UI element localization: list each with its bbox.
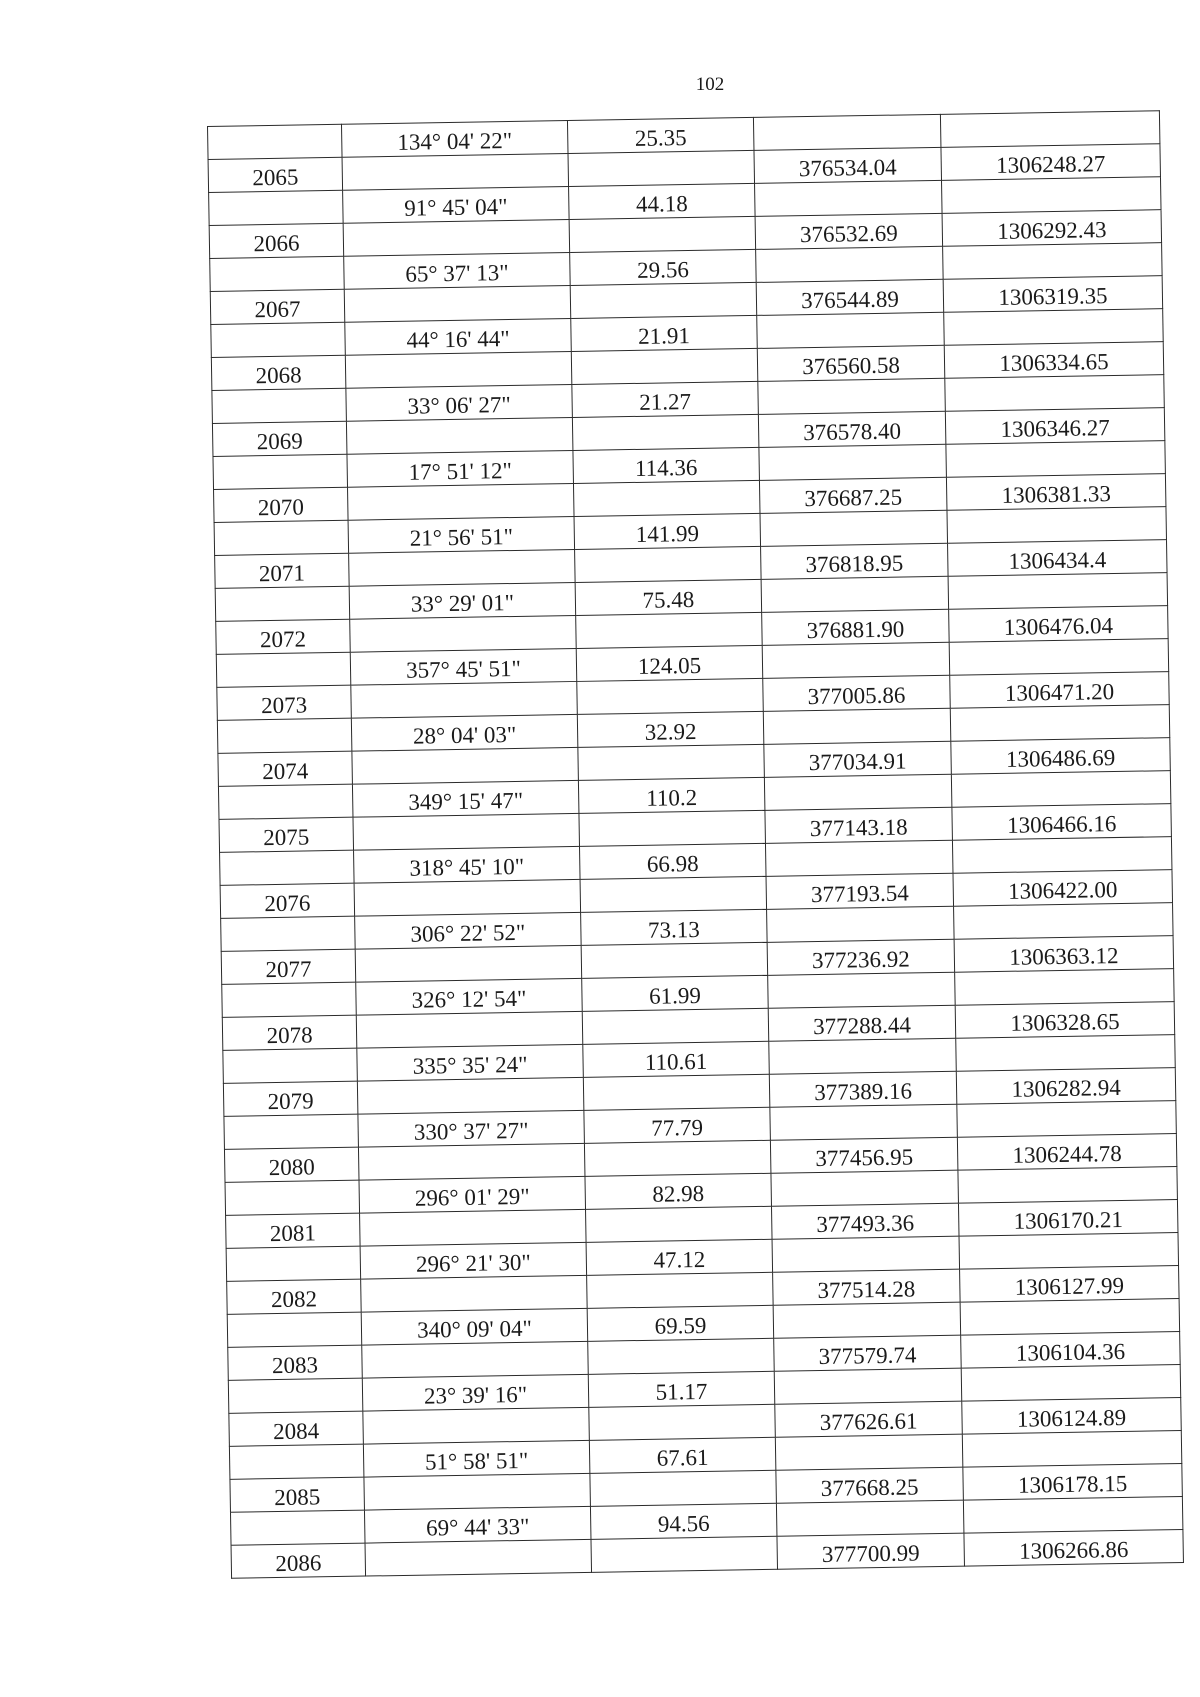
bearing-cell-empty — [357, 1077, 584, 1114]
northing-cell-empty — [775, 1434, 963, 1470]
northing-cell: 377700.99 — [777, 1533, 965, 1569]
bearing-cell: 296° 21' 30" — [360, 1242, 587, 1279]
bearing-cell-empty — [352, 747, 579, 784]
distance-cell: 110.2 — [578, 777, 765, 813]
northing-cell: 377668.25 — [776, 1467, 964, 1503]
station-id-cell: 2067 — [210, 289, 345, 324]
distance-cell-empty — [577, 678, 764, 714]
easting-cell-empty — [957, 1101, 1177, 1138]
bearing-cell-empty — [346, 417, 573, 454]
station-id-cell: 2080 — [224, 1147, 359, 1182]
bearing-cell-empty — [365, 1539, 592, 1576]
station-cell-empty — [218, 784, 353, 819]
northing-cell: 376544.89 — [756, 279, 944, 315]
easting-cell: 1306381.33 — [946, 474, 1166, 511]
station-id-cell: 2081 — [226, 1213, 361, 1248]
station-cell-empty — [228, 1378, 363, 1413]
easting-cell-empty — [960, 1299, 1180, 1336]
bearing-cell-empty — [362, 1341, 589, 1378]
northing-cell: 377143.18 — [765, 807, 953, 843]
distance-cell-empty — [568, 150, 755, 186]
station-cell-empty — [214, 520, 349, 555]
distance-cell-empty — [571, 348, 758, 384]
distance-cell: 44.18 — [569, 183, 756, 219]
easting-cell: 1306363.12 — [954, 936, 1174, 973]
bearing-cell: 306° 22' 52" — [355, 912, 582, 949]
distance-cell: 77.79 — [584, 1107, 771, 1143]
bearing-cell-empty — [348, 483, 575, 520]
northing-cell-empty — [771, 1170, 959, 1206]
station-cell-empty — [212, 388, 347, 423]
distance-cell: 47.12 — [586, 1239, 773, 1275]
easting-cell-empty — [951, 771, 1171, 808]
station-id-cell: 2073 — [217, 685, 352, 720]
station-id-cell: 2077 — [221, 949, 356, 984]
station-id-cell: 2068 — [211, 355, 346, 390]
easting-cell-empty — [947, 507, 1167, 544]
bearing-cell-empty — [344, 286, 571, 323]
easting-cell: 1306471.20 — [950, 672, 1170, 709]
distance-cell: 67.61 — [589, 1437, 776, 1473]
distance-cell-empty — [584, 1140, 771, 1176]
distance-cell: 114.36 — [573, 447, 760, 483]
bearing-cell: 296° 01' 29" — [359, 1176, 586, 1213]
station-id-cell: 2078 — [222, 1015, 357, 1050]
distance-cell: 21.91 — [571, 315, 758, 351]
easting-cell: 1306466.16 — [952, 804, 1172, 841]
station-id-cell: 2075 — [219, 817, 354, 852]
distance-cell: 51.17 — [588, 1371, 775, 1407]
northing-cell: 377236.92 — [767, 939, 955, 975]
station-cell-empty — [222, 982, 357, 1017]
easting-cell: 1306422.00 — [953, 870, 1173, 907]
bearing-cell: 51° 58' 51" — [363, 1440, 590, 1477]
northing-cell: 377579.74 — [774, 1335, 962, 1371]
distance-cell-empty — [590, 1470, 777, 1506]
bearing-cell: 330° 37' 27" — [358, 1110, 585, 1147]
northing-cell: 377626.61 — [775, 1401, 963, 1437]
distance-cell-empty — [578, 744, 765, 780]
northing-cell-empty — [757, 312, 945, 348]
distance-cell: 32.92 — [577, 711, 764, 747]
distance-cell-empty — [581, 942, 768, 978]
bearing-cell: 33° 29' 01" — [349, 582, 576, 619]
easting-cell: 1306282.94 — [956, 1068, 1176, 1105]
station-id-cell: 2066 — [209, 223, 344, 258]
northing-cell-empty — [773, 1302, 961, 1338]
distance-cell-empty — [580, 876, 767, 912]
distance-cell: 25.35 — [567, 117, 754, 153]
northing-cell-empty — [755, 180, 943, 216]
distance-cell-empty — [572, 414, 759, 450]
station-cell-empty — [230, 1510, 365, 1545]
station-cell-empty — [215, 586, 350, 621]
bearing-cell-empty — [358, 1143, 585, 1180]
station-cell-empty — [224, 1114, 359, 1149]
station-cell-empty — [221, 916, 356, 951]
easting-cell-empty — [956, 1035, 1176, 1072]
bearing-cell: 357° 45' 51" — [350, 648, 577, 685]
northing-cell-empty — [761, 576, 949, 612]
distance-cell: 110.61 — [583, 1041, 770, 1077]
easting-cell-empty — [948, 573, 1168, 610]
bearing-cell-empty — [351, 681, 578, 718]
easting-cell: 1306292.43 — [942, 210, 1162, 247]
easting-cell-empty — [946, 441, 1166, 478]
northing-cell: 377288.44 — [768, 1005, 956, 1041]
station-id-cell: 2074 — [218, 751, 353, 786]
easting-cell-empty — [942, 177, 1162, 214]
easting-cell-empty — [958, 1167, 1178, 1204]
station-cell-empty — [211, 322, 346, 357]
bearing-cell: 335° 35' 24" — [357, 1044, 584, 1081]
bearing-cell: 17° 51' 12" — [347, 450, 574, 487]
northing-cell-empty — [764, 774, 952, 810]
distance-cell-empty — [575, 546, 762, 582]
easting-cell: 1306434.4 — [948, 540, 1168, 577]
station-id-cell: 2076 — [220, 883, 355, 918]
distance-cell-empty — [570, 282, 757, 318]
northing-cell: 377514.28 — [773, 1269, 961, 1305]
bearing-cell: 134° 04' 22" — [341, 121, 568, 158]
distance-cell-empty — [573, 480, 760, 516]
bearing-cell-empty — [343, 220, 570, 257]
station-id-cell: 2086 — [231, 1543, 366, 1578]
easting-cell-empty — [950, 705, 1170, 742]
bearing-cell: 28° 04' 03" — [351, 714, 578, 751]
station-id-cell: 2070 — [214, 487, 349, 522]
northing-cell-empty — [769, 1038, 957, 1074]
northing-cell: 376578.40 — [758, 411, 946, 447]
northing-cell: 377389.16 — [769, 1071, 957, 1107]
bearing-cell: 69° 44' 33" — [364, 1506, 591, 1543]
station-cell-empty — [226, 1246, 361, 1281]
easting-cell: 1306104.36 — [961, 1332, 1181, 1369]
bearing-cell: 65° 37' 13" — [344, 253, 571, 290]
easting-cell: 1306127.99 — [960, 1266, 1180, 1303]
distance-cell: 29.56 — [570, 249, 757, 285]
station-cell-empty — [216, 652, 351, 687]
distance-cell: 94.56 — [590, 1503, 777, 1539]
distance-cell-empty — [582, 1008, 769, 1044]
bearing-cell: 23° 39' 16" — [362, 1374, 589, 1411]
easting-cell: 1306248.27 — [941, 144, 1161, 181]
distance-cell: 124.05 — [576, 645, 763, 681]
northing-cell-empty — [774, 1368, 962, 1404]
easting-cell: 1306346.27 — [945, 408, 1165, 445]
easting-cell-empty — [945, 375, 1165, 412]
distance-cell-empty — [586, 1206, 773, 1242]
station-id-cell: 2072 — [216, 619, 351, 654]
distance-cell: 69.59 — [587, 1305, 774, 1341]
easting-cell-empty — [954, 903, 1174, 940]
bearing-cell-empty — [361, 1275, 588, 1312]
northing-cell: 377034.91 — [764, 741, 952, 777]
bearing-cell-empty — [345, 351, 572, 388]
distance-cell-empty — [588, 1338, 775, 1374]
northing-cell-empty — [756, 246, 944, 282]
distance-cell-empty — [583, 1074, 770, 1110]
bearing-cell-empty — [356, 1011, 583, 1048]
northing-cell: 377005.86 — [763, 675, 951, 711]
station-cell-empty — [217, 718, 352, 753]
survey-table-body — [208, 111, 1184, 1579]
distance-cell-empty — [569, 216, 756, 252]
northing-cell-empty — [767, 906, 955, 942]
easting-cell: 1306476.04 — [949, 606, 1169, 643]
easting-cell-empty — [961, 1365, 1181, 1402]
northing-cell: 376560.58 — [757, 345, 945, 381]
station-cell-empty — [220, 850, 355, 885]
distance-cell: 141.99 — [574, 513, 761, 549]
bearing-cell-empty — [354, 879, 581, 916]
northing-cell: 376818.95 — [761, 543, 949, 579]
station-cell-empty — [210, 256, 345, 291]
bearing-cell-empty — [363, 1407, 590, 1444]
northing-cell: 376687.25 — [759, 477, 947, 513]
page-number: 102 — [695, 74, 725, 95]
station-cell-empty — [208, 124, 343, 159]
distance-cell: 75.48 — [575, 579, 762, 615]
bearing-cell-empty — [349, 549, 576, 586]
easting-cell-empty — [962, 1431, 1182, 1468]
station-cell-empty — [229, 1444, 364, 1479]
easting-cell-empty — [943, 243, 1163, 280]
bearing-cell: 21° 56' 51" — [348, 516, 575, 553]
station-cell-empty — [209, 190, 344, 225]
station-id-cell: 2084 — [229, 1411, 364, 1446]
northing-cell: 376881.90 — [762, 609, 950, 645]
northing-cell: 377493.36 — [771, 1203, 959, 1239]
bearing-cell-empty — [342, 154, 569, 191]
northing-cell-empty — [759, 444, 947, 480]
station-id-cell: 2069 — [212, 421, 347, 456]
distance-cell-empty — [576, 612, 763, 648]
distance-cell-empty — [587, 1272, 774, 1308]
easting-cell-empty — [949, 639, 1169, 676]
distance-cell: 82.98 — [585, 1173, 772, 1209]
distance-cell-empty — [579, 810, 766, 846]
easting-cell: 1306244.78 — [957, 1134, 1177, 1171]
northing-cell-empty — [776, 1500, 964, 1536]
easting-cell: 1306319.35 — [943, 276, 1163, 313]
distance-cell: 73.13 — [581, 909, 768, 945]
northing-cell-empty — [768, 972, 956, 1008]
easting-cell: 1306170.21 — [958, 1200, 1178, 1237]
distance-cell-empty — [589, 1404, 776, 1440]
station-id-cell: 2082 — [227, 1279, 362, 1314]
bearing-cell-empty — [353, 813, 580, 850]
station-cell-empty — [227, 1312, 362, 1347]
northing-cell-empty — [772, 1236, 960, 1272]
distance-cell: 61.99 — [582, 975, 769, 1011]
distance-cell-empty — [591, 1536, 778, 1572]
bearing-cell-empty — [360, 1209, 587, 1246]
easting-cell-empty — [959, 1233, 1179, 1270]
northing-cell-empty — [762, 642, 950, 678]
distance-cell: 21.27 — [572, 381, 759, 417]
station-cell-empty — [225, 1180, 360, 1215]
northing-cell-empty — [758, 378, 946, 414]
station-id-cell: 2065 — [208, 157, 343, 192]
northing-cell: 376532.69 — [755, 213, 943, 249]
easting-cell-empty — [955, 969, 1175, 1006]
easting-cell: 1306178.15 — [963, 1464, 1183, 1501]
station-id-cell: 2079 — [223, 1081, 358, 1116]
bearing-cell-empty — [355, 945, 582, 982]
bearing-cell: 44° 16' 44" — [345, 318, 572, 355]
bearing-cell: 340° 09' 04" — [361, 1308, 588, 1345]
bearing-cell-empty — [350, 615, 577, 652]
easting-cell-empty — [944, 309, 1164, 346]
northing-cell: 376534.04 — [754, 147, 942, 183]
bearing-cell: 91° 45' 04" — [343, 187, 570, 224]
station-cell-empty — [213, 454, 348, 489]
bearing-cell: 318° 45' 10" — [354, 846, 581, 883]
northing-cell-empty — [770, 1104, 958, 1140]
survey-coordinates-table — [207, 110, 1184, 1579]
northing-cell-empty — [763, 708, 951, 744]
easting-cell: 1306328.65 — [955, 1002, 1175, 1039]
northing-cell-empty — [765, 840, 953, 876]
distance-cell: 66.98 — [579, 843, 766, 879]
easting-cell: 1306334.65 — [944, 342, 1164, 379]
easting-cell: 1306266.86 — [964, 1530, 1184, 1567]
station-cell-empty — [223, 1048, 358, 1083]
station-id-cell: 2083 — [228, 1345, 363, 1380]
bearing-cell: 33° 06' 27" — [346, 384, 573, 421]
easting-cell: 1306124.89 — [962, 1398, 1182, 1435]
bearing-cell: 326° 12' 54" — [356, 978, 583, 1015]
northing-cell: 377456.95 — [770, 1137, 958, 1173]
easting-cell: 1306486.69 — [951, 738, 1171, 775]
station-id-cell: 2071 — [215, 553, 350, 588]
northing-cell: 377193.54 — [766, 873, 954, 909]
northing-cell-empty — [760, 510, 948, 546]
bearing-cell-empty — [364, 1473, 591, 1510]
easting-cell-empty — [963, 1497, 1183, 1534]
bearing-cell: 349° 15' 47" — [352, 780, 579, 817]
easting-cell-empty — [952, 837, 1172, 874]
easting-cell-empty — [940, 111, 1160, 148]
station-id-cell: 2085 — [230, 1477, 365, 1512]
northing-cell-empty — [753, 114, 941, 150]
